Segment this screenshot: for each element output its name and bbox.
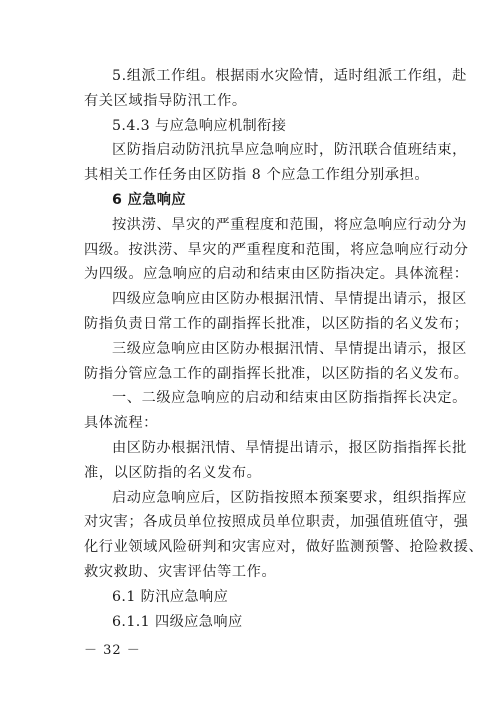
body-text-line: 按洪涝、旱灾的严重程度和范围，将应急响应行动分为 [112, 216, 467, 233]
section-heading-6: 6 应急响应 [112, 192, 186, 208]
body-text-line: 四级应急响应由区防办根据汛情、旱情提出请示，报区 [112, 291, 467, 308]
section-heading-6-1-1: 6.1.1 四级应急响应 [112, 613, 243, 630]
section-heading-6-1: 6.1 防汛应急响应 [112, 588, 229, 605]
body-text-line: 一、二级应急响应的启动和结束由区防指指挥长决定。 [112, 390, 467, 407]
body-text-line: 化行业领域风险研判和灾害应对，做好监测预警、抢险救援、 [84, 539, 484, 556]
body-text-line: 防指负责日常工作的副指挥长批准，以区防指的名义发布； [84, 316, 469, 332]
body-text-line: 5.组派工作组。根据雨水灾险情，适时组派工作组，赴 [112, 68, 467, 84]
body-text-line: 三级应急响应由区防办根据汛情、旱情提出请示，报区 [112, 340, 467, 357]
body-text-line: 为四级。应急响应的启动和结束由区防指决定。具体流程： [84, 266, 469, 283]
body-text-line: 其相关工作任务由区防指 8 个应急工作组分别承担。 [84, 167, 430, 184]
body-text-line: 救灾救助、灾害评估等工作。 [84, 564, 277, 580]
body-text-line: 启动应急响应后，区防指按照本预案要求，组织指挥应 [112, 489, 467, 506]
body-text-line: 具体流程： [84, 415, 158, 432]
body-text-line: 区防指启动防汛抗旱应急响应时，防汛联合值班结束， [112, 142, 467, 159]
body-text-line: 对灾害；各成员单位按照成员单位职责，加强值班值守，强 [84, 514, 469, 531]
body-text-line: 有关区域指导防汛工作。 [84, 92, 247, 109]
section-heading-5-4-3: 5.4.3 与应急响应机制衔接 [112, 117, 287, 134]
body-text-line: 防指分管应急工作的副指挥长批准，以区防指的名义发布。 [84, 365, 469, 382]
body-text-line: 四级。按洪涝、旱灾的严重程度和范围，将应急响应行动分 [84, 241, 469, 258]
body-text-line: 由区防办根据汛情、旱情提出请示，报区防指指挥长批 [112, 440, 467, 456]
page-number: － 32 － [84, 643, 141, 659]
body-text-line: 准，以区防指的名义发布。 [84, 464, 262, 481]
